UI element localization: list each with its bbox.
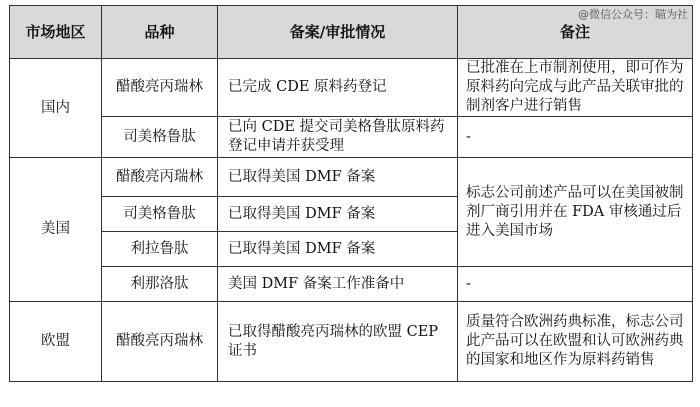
- status-cell: 美国 DMF 备案工作准备中: [218, 267, 458, 302]
- registration-table: [9, 5, 693, 382]
- product-cell: 利拉鲁肽: [102, 232, 218, 267]
- table-row: [10, 117, 693, 158]
- region-cell: 国内: [10, 59, 102, 158]
- product-cell: 利那洛肽: [102, 267, 218, 302]
- header-remarks: 备注: [458, 6, 693, 59]
- header-filing-status: 备案/审批情况: [218, 6, 458, 59]
- note-cell: 质量符合欧洲药典标准，标志公司此产品可以在欧盟和认可欧洲药典的国家和地区作为原料药销售: [458, 302, 693, 382]
- status-cell: 已取得醋酸亮丙瑞林的欧盟 CEP 证书: [218, 302, 458, 382]
- product-cell: 醋酸亮丙瑞林: [102, 302, 218, 382]
- product-cell: 醋酸亮丙瑞林: [102, 59, 218, 117]
- table-row: [10, 59, 693, 117]
- status-cell: 已取得美国 DMF 备案: [218, 232, 458, 267]
- table-row: [10, 158, 693, 197]
- table-row: [10, 267, 693, 302]
- note-cell: -: [458, 267, 693, 302]
- region-cell: 美国: [10, 158, 102, 302]
- region-cell: 欧盟: [10, 302, 102, 382]
- status-cell: 已取得美国 DMF 备案: [218, 158, 458, 197]
- product-cell: 醋酸亮丙瑞林: [102, 158, 218, 197]
- note-cell: -: [458, 117, 693, 158]
- header-product: 品种: [102, 6, 218, 59]
- table-row: [10, 302, 693, 382]
- note-cell: 标志公司前述产品可以在美国被制剂厂商引用并在 FDA 审核通过后进入美国市场: [458, 158, 693, 267]
- product-cell: 司美格鲁肽: [102, 197, 218, 232]
- product-cell: 司美格鲁肽: [102, 117, 218, 158]
- watermark: @微信公众号：瞄为社: [578, 8, 688, 21]
- header-market-region: 市场地区: [10, 6, 102, 59]
- status-cell: 已取得美国 DMF 备案: [218, 197, 458, 232]
- status-cell: 已完成 CDE 原料药登记: [218, 59, 458, 117]
- note-cell: 已批准在上市制剂使用，即可作为原料药向完成与此产品关联审批的制剂客户进行销售: [458, 59, 693, 117]
- status-cell: 已向 CDE 提交司美格鲁肽原料药登记申请并获受理: [218, 117, 458, 158]
